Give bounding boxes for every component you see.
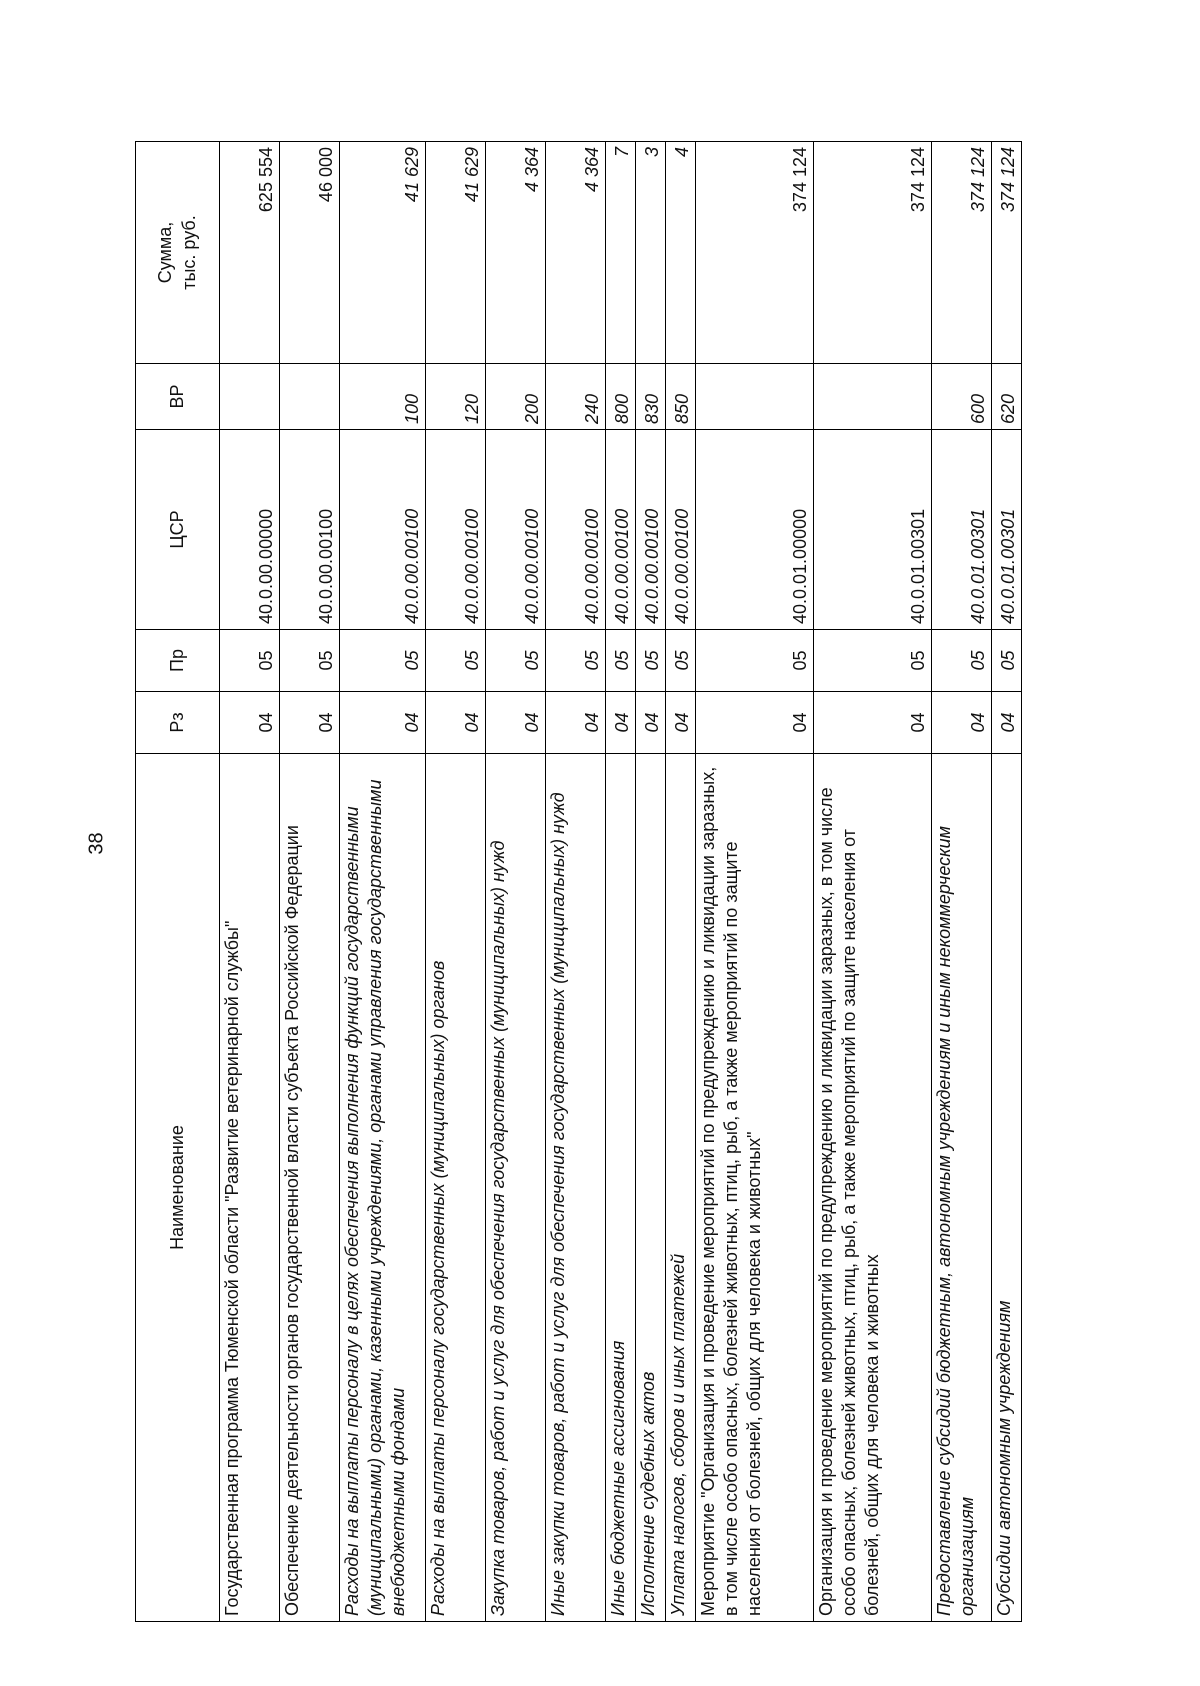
cell-sum: 374 124 [992, 142, 1022, 364]
cell-vr: 800 [606, 364, 636, 430]
cell-name: Исполнение судебных актов [636, 754, 666, 1622]
page-number: 38 [85, 831, 108, 855]
cell-pr: 05 [992, 630, 1022, 692]
cell-pr: 05 [486, 630, 546, 692]
budget-table-frame [135, 142, 1018, 1622]
table-row [280, 142, 340, 1622]
cell-name: Закупка товаров, работ и услуг для обеспечения государственных (муниципальных) нужд [486, 754, 546, 1622]
cell-name: Иные бюджетные ассигнования [606, 754, 636, 1622]
header-vr: ВР [136, 364, 220, 430]
cell-csr: 40.0.00.00100 [280, 430, 340, 630]
cell-name: Обеспечение деятельности органов государственной власти субъекта Российской Федерации [280, 754, 340, 1622]
cell-pr: 05 [340, 630, 426, 692]
table-row [696, 142, 814, 1622]
cell-rz: 04 [486, 692, 546, 754]
cell-vr: 200 [486, 364, 546, 430]
table-row [636, 142, 666, 1622]
header-csr: ЦСР [136, 430, 220, 630]
header-rz: Рз [136, 692, 220, 754]
cell-vr [696, 364, 814, 430]
cell-csr: 40.0.01.00000 [696, 430, 814, 630]
cell-pr: 05 [220, 630, 280, 692]
cell-pr: 05 [696, 630, 814, 692]
cell-vr [220, 364, 280, 430]
table-header-row [136, 142, 220, 1622]
header-sum-line2: тыс. руб. [178, 215, 199, 290]
cell-name: Организация и проведение мероприятий по предупреждению и ликвидации заразных, в том числе особо опасных, болезней животных, птиц, рыб, а также мероприятий по защите населения от болезней, общих для человека и животных [814, 754, 932, 1622]
cell-csr: 40.0.00.00100 [606, 430, 636, 630]
table-row [606, 142, 636, 1622]
cell-rz: 04 [606, 692, 636, 754]
cell-vr: 240 [546, 364, 606, 430]
cell-sum: 374 124 [696, 142, 814, 364]
cell-sum: 4 364 [486, 142, 546, 364]
cell-name: Мероприятие "Организация и проведение мероприятий по предупреждению и ликвидации заразных, в том числе особо опасных, болезней животных, птиц, рыб, а также мероприятий по защите населения от болезней, общих для человека и животных" [696, 754, 814, 1622]
cell-rz: 04 [426, 692, 486, 754]
header-pr: Пр [136, 630, 220, 692]
cell-vr: 100 [340, 364, 426, 430]
cell-vr: 620 [992, 364, 1022, 430]
cell-sum: 7 [606, 142, 636, 364]
cell-sum: 4 [666, 142, 696, 364]
header-sum [136, 142, 220, 364]
cell-sum: 41 629 [340, 142, 426, 364]
cell-sum: 3 [636, 142, 666, 364]
cell-csr: 40.0.01.00301 [814, 430, 932, 630]
budget-table [135, 141, 1022, 1622]
cell-name: Субсидии автономным учреждениям [992, 754, 1022, 1622]
cell-vr [280, 364, 340, 430]
cell-name: Расходы на выплаты персоналу государственных (муниципальных) органов [426, 754, 486, 1622]
cell-rz: 04 [220, 692, 280, 754]
cell-csr: 40.0.00.00100 [636, 430, 666, 630]
cell-sum: 4 364 [546, 142, 606, 364]
cell-pr: 05 [606, 630, 636, 692]
cell-vr [814, 364, 932, 430]
table-row [992, 142, 1022, 1622]
cell-sum: 625 554 [220, 142, 280, 364]
cell-sum: 46 000 [280, 142, 340, 364]
cell-name: Расходы на выплаты персоналу в целях обеспечения выполнения функций государственными (муниципальными) органами, казенными учреждениями, органами управления государственными внебюджетными фондами [340, 754, 426, 1622]
cell-rz: 04 [636, 692, 666, 754]
cell-pr: 05 [932, 630, 992, 692]
cell-rz: 04 [992, 692, 1022, 754]
cell-rz: 04 [666, 692, 696, 754]
table-row [814, 142, 932, 1622]
cell-rz: 04 [814, 692, 932, 754]
table-row [546, 142, 606, 1622]
cell-name: Уплата налогов, сборов и иных платежей [666, 754, 696, 1622]
cell-rz: 04 [932, 692, 992, 754]
cell-pr: 05 [546, 630, 606, 692]
table-row [666, 142, 696, 1622]
table-row [220, 142, 280, 1622]
cell-csr: 40.0.00.00100 [546, 430, 606, 630]
cell-rz: 04 [546, 692, 606, 754]
cell-pr: 05 [280, 630, 340, 692]
cell-pr: 05 [814, 630, 932, 692]
cell-name: Иные закупки товаров, работ и услуг для обеспечения государственных (муниципальных) нужд [546, 754, 606, 1622]
cell-csr: 40.0.00.00100 [666, 430, 696, 630]
page-number-wrap [82, 0, 112, 1686]
cell-sum: 374 124 [814, 142, 932, 364]
cell-csr: 40.0.01.00301 [992, 430, 1022, 630]
cell-csr: 40.0.00.00100 [426, 430, 486, 630]
cell-csr: 40.0.00.00100 [340, 430, 426, 630]
cell-sum: 374 124 [932, 142, 992, 364]
cell-pr: 05 [636, 630, 666, 692]
cell-name: Государственная программа Тюменской области "Развитие ветеринарной службы" [220, 754, 280, 1622]
cell-sum: 41 629 [426, 142, 486, 364]
cell-rz: 04 [280, 692, 340, 754]
cell-pr: 05 [426, 630, 486, 692]
cell-pr: 05 [666, 630, 696, 692]
cell-rz: 04 [696, 692, 814, 754]
table-row [340, 142, 426, 1622]
cell-vr: 120 [426, 364, 486, 430]
table-row [486, 142, 546, 1622]
cell-name: Предоставление субсидий бюджетным, автономным учреждениям и иным некоммерческим организациям [932, 754, 992, 1622]
cell-vr: 830 [636, 364, 666, 430]
cell-vr: 600 [932, 364, 992, 430]
cell-csr: 40.0.00.00100 [486, 430, 546, 630]
cell-csr: 40.0.01.00301 [932, 430, 992, 630]
table-row [932, 142, 992, 1622]
header-sum-line1: Сумма, [155, 221, 176, 284]
cell-rz: 04 [340, 692, 426, 754]
cell-csr: 40.0.00.00000 [220, 430, 280, 630]
cell-vr: 850 [666, 364, 696, 430]
table-row [426, 142, 486, 1622]
header-name: Наименование [136, 754, 220, 1622]
